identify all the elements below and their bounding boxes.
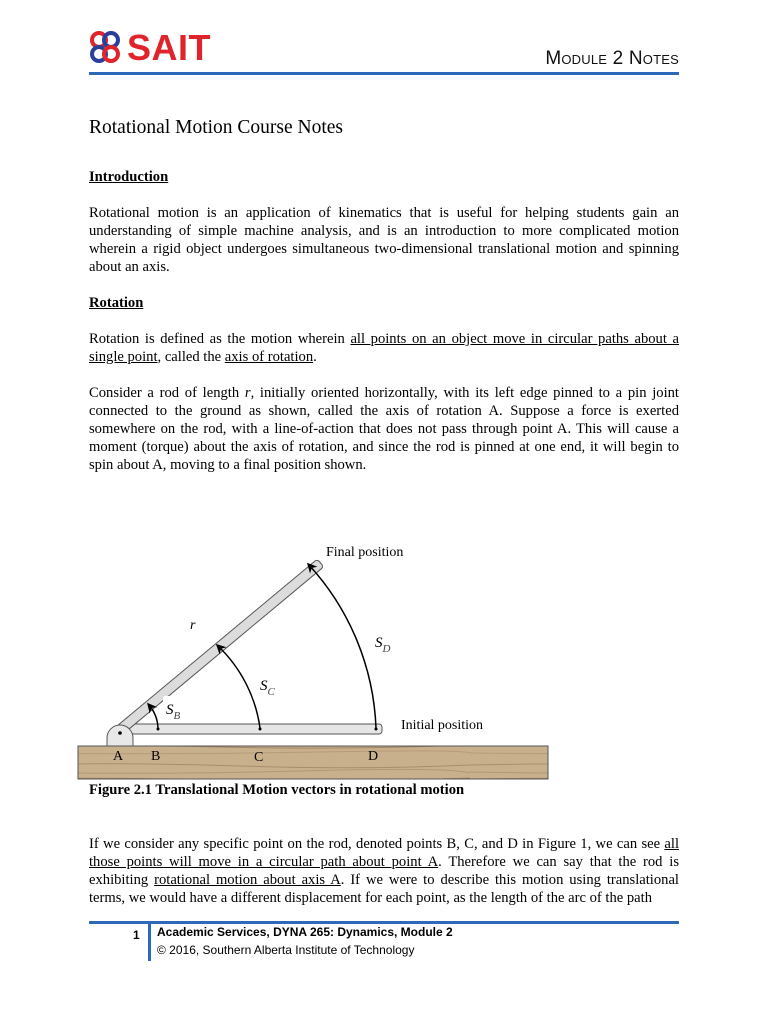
underlined-text: all those points will move in a circular path about point A — [89, 836, 679, 870]
underlined-text: all points on an object move in circular paths about a single point — [89, 331, 679, 365]
footer-copyright-line: © 2016, Southern Alberta Institute of Technology — [157, 943, 415, 957]
text-run: . — [313, 349, 317, 365]
label-initial-position: Initial position — [401, 718, 484, 733]
underlined-text: rotational motion about axis A — [154, 872, 341, 888]
sub-d: D — [382, 643, 391, 655]
text-run: . If we were to describe this motion using translational terms, we would have a different displacement for each point, as the length of the arc of the path — [89, 872, 679, 906]
section-heading-rotation: Rotation — [89, 295, 144, 311]
text-run: Consider a rod of length — [89, 385, 245, 401]
figure-caption: Figure 2.1 Translational Motion vectors in rotational motion — [89, 782, 465, 798]
s-symbol: S — [375, 635, 383, 651]
text-run: Rotation is defined as the motion wherein — [89, 331, 351, 347]
s-symbol: S — [260, 678, 268, 694]
text-run: . Therefore we can say that the rod is exhibiting — [89, 854, 680, 888]
text-run: , called the — [157, 349, 225, 365]
s-symbol: S — [166, 702, 174, 718]
rod-final — [117, 559, 324, 734]
page-number: 1 — [133, 928, 140, 942]
label-final-position: Final position — [326, 545, 404, 560]
text-run: , initially oriented horizontally, with its left edge pinned to a pin joint connected to the ground as shown, called the axis of rotation A. Suppose a force is exerted somewhere on the rod, with a line-of-action that does not pass through point A. This will cause a moment (torque) about the axis of rotation, and since the rod is pinned at one end, it will begin to spin about A, moving to a final position shown. — [89, 385, 679, 473]
underlined-text: axis of rotation — [224, 349, 314, 365]
label-r: r — [190, 618, 196, 633]
ground-block — [78, 746, 548, 779]
label-point-a: A — [113, 749, 124, 764]
footer-rule — [89, 921, 679, 924]
sub-c: C — [267, 686, 275, 698]
label-point-c: C — [254, 750, 264, 765]
arc-sd — [309, 565, 376, 728]
document-title: Rotational Motion Course Notes — [89, 117, 344, 138]
pin-center — [118, 731, 122, 735]
module-title: Module 2 Notes — [545, 48, 679, 69]
italic-variable: r — [244, 385, 251, 401]
label-sd — [375, 635, 391, 655]
section-heading-introduction: Introduction — [89, 169, 169, 185]
pin-joint — [107, 725, 133, 746]
label-point-b: B — [151, 749, 161, 764]
label-point-d: D — [368, 749, 379, 764]
sub-b: B — [173, 710, 181, 722]
logo-text: SAIT — [127, 27, 212, 68]
text-run: If we consider any specific point on the rod, denoted points B, C, and D in Figure 1, we can see — [89, 836, 665, 852]
introduction-paragraph: Rotational motion is an application of kinematics that is useful for helping students gain an understanding of simple machine analysis, and is an introduction to more complicated motion wherein a rigid object undergoes simultaneous two-dimensional translational motion and spinning about an axis. — [89, 205, 679, 275]
arc-sc — [218, 646, 260, 728]
footer-divider — [148, 924, 151, 961]
after-figure-paragraph — [89, 835, 679, 907]
footer-course-line: Academic Services, DYNA 265: Dynamics, Module 2 — [157, 925, 453, 939]
label-sc — [260, 678, 276, 698]
